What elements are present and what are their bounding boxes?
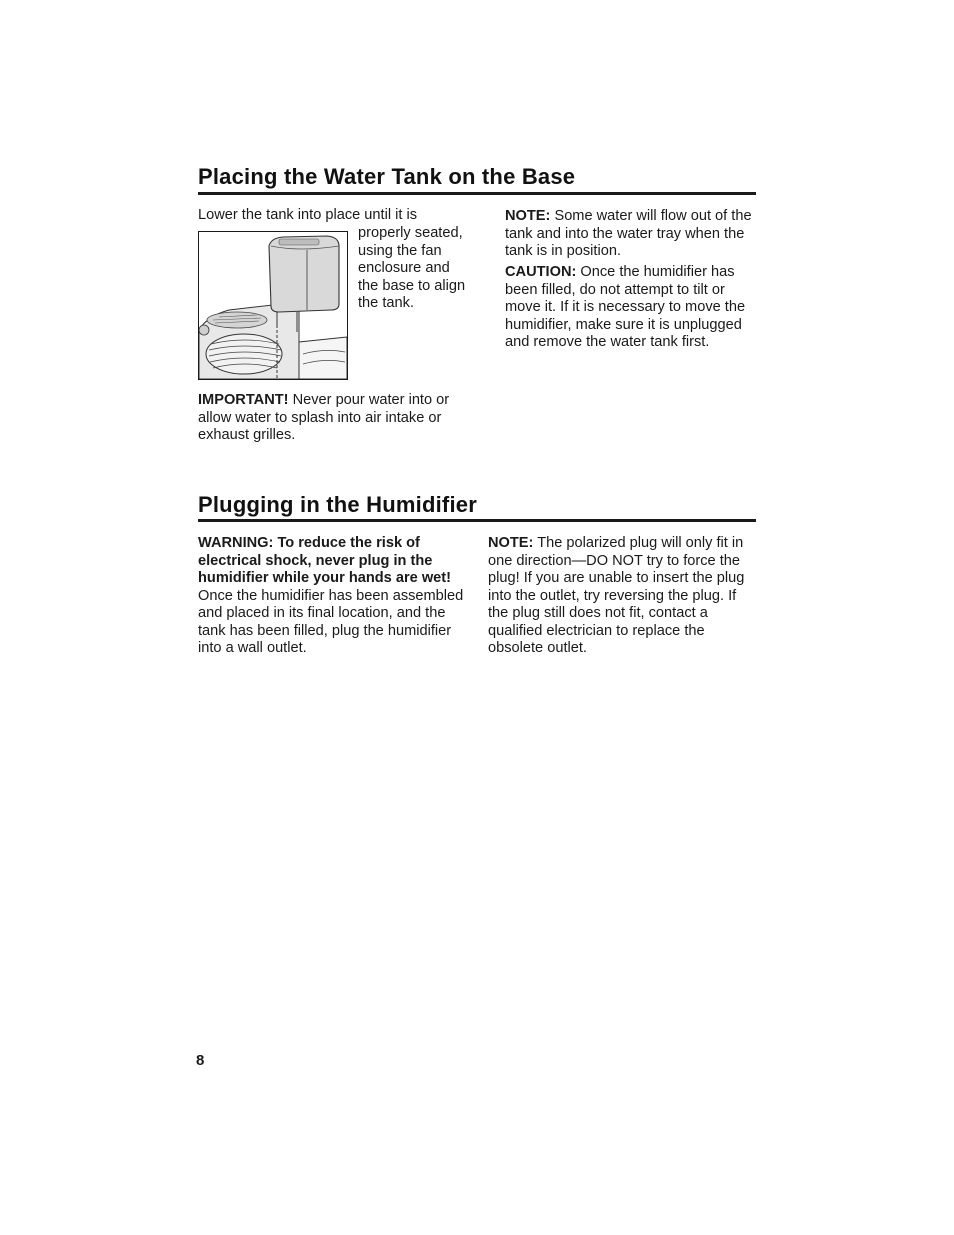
note-paragraph [505,208,756,261]
plug-note-text: The polarized plug will only fit in one direction—DO NOT try to force the plug! If you are unable to insert the plug into the outlet, try reversing the plug. If the plug still does not fit, contact a qualified electrician to replace the obsolete outlet. [488,535,745,656]
important-text: Never pour water into or allow water to splash into air intake or exhaust grilles. [198,392,450,443]
section-title-plugging: Plugging in the Humidifier [198,492,477,517]
humidifier-tank-icon [199,232,347,379]
intro-wrap-text [358,225,483,313]
plug-note-label: NOTE: [488,535,534,551]
important-label: IMPORTANT! [198,392,289,408]
intro-wrap-line: enclosure and [358,260,450,276]
note-label: NOTE: [505,208,551,224]
warning-paragraph [198,535,474,658]
caution-paragraph [505,264,756,352]
important-paragraph [198,392,474,445]
warning-bold-text: WARNING: To reduce the risk of electrical shock, never plug in the humidifier while your hands are wet! [198,535,452,586]
intro-wrap-line: properly seated, [358,225,463,241]
caution-text: Once the humidifier has been filled, do not attempt to tilt or move it. If it is necessary to move the humidifier, make sure it is unplugged and remove the water tank first. [505,264,746,350]
intro-wrap-line: using the fan [358,242,442,259]
intro-first-line: Lower the tank into place until it is [198,207,418,223]
page-number: 8 [196,1052,205,1069]
caution-label: CAUTION: [505,264,577,280]
intro-wrap-line: the tank. [358,295,414,311]
intro-wrap-line: the base to align [358,277,466,294]
tank-on-base-illustration [198,231,348,380]
section-rule [198,192,756,195]
section-rule [198,519,756,522]
section-title-water-tank: Placing the Water Tank on the Base [198,164,576,189]
plug-note-paragraph [488,535,756,658]
note-text: Some water will flow out of the tank and into the water tray when the tank is in position. [505,208,752,259]
warning-text: Once the humidifier has been assembled and placed in its final location, and the tank has been filled, plug the humidifier into a wall outlet. [198,587,464,656]
